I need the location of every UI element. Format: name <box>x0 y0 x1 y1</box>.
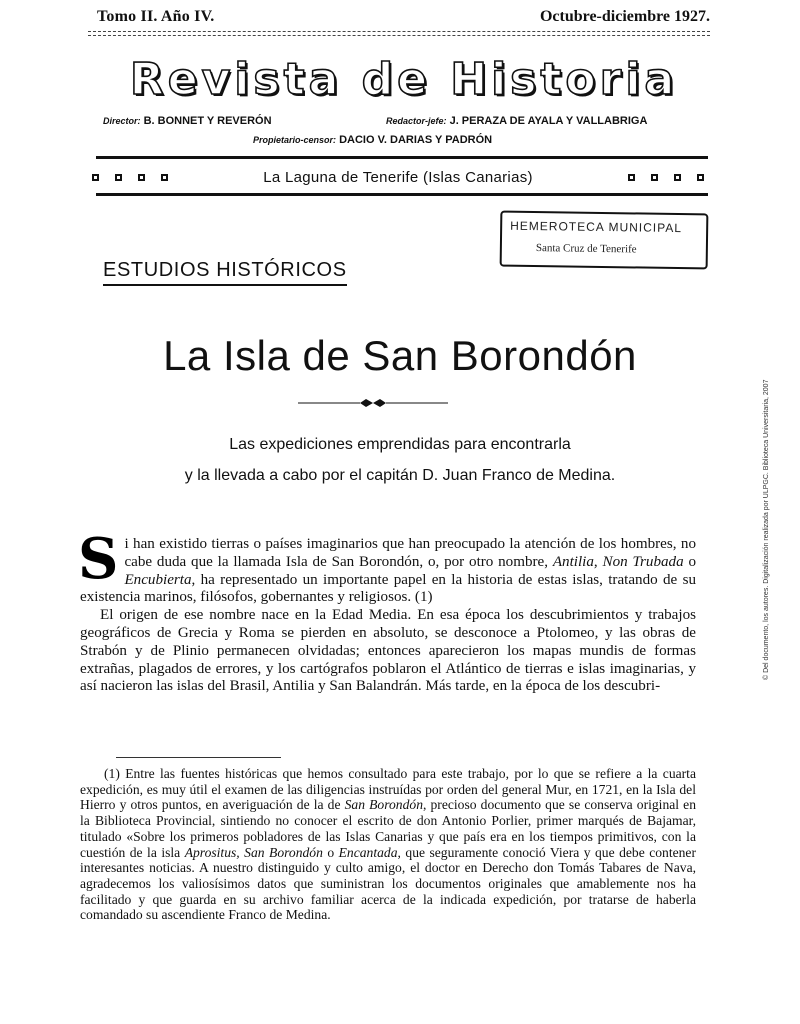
article-body <box>78 526 696 696</box>
library-stamp <box>500 211 709 270</box>
fn-text-b: , precioso documento que se conserva original en la Biblioteca Provincial, sintiendo no conocer el escrito de don Antonio Porlier, primer marqués de Bajamar, titulado «Sobre los primeros pobladores de las Islas Canarias y que país era en los tiempos primitivos, con la cuestión de la isla <box>80 797 696 860</box>
owner-name: DACIO V. DARIAS Y PADRÓN <box>339 134 493 146</box>
stamp-line-1: HEMEROTECA MUNICIPAL <box>510 218 683 236</box>
paragraph-1 <box>78 526 696 607</box>
article-subtitle-1: Las expediciones emprendidas para encontrarla <box>229 436 571 453</box>
header-rule-top <box>88 31 710 32</box>
p1-italic-encubierta: Encubierta <box>124 571 192 588</box>
fn-text-d: , que seguramente conoció Viera y que debe contener interesantes noticias. A nuestro distinguido y culto amigo, el doctor en Derecho don Tomás Tabares de Nava, agradecemos los valiosísimos datos que suministran los documentos originales que amablemente nos ha facilitado y que guarda en su archivo familiar acerca de la indicada expedición, por tratarse de haberla comandado su ascendiente Franco de Medina. <box>80 844 696 923</box>
paragraph-2: El origen de ese nombre nace en la Edad Media. En esa época los descubrimientos y trabajos geográficos de Grecia y Roma se pierden en absoluto, se desconoce a Ptolomeo, y las obras de Strabón y de Plinio permanecen olvidadas; entonces aparecieron los mapas mundis de formas extrañas, plagados de errores, y los cartógrafos poblaron el Atlántico de tierras e islas imaginarias, y así nacieron las islas del Brasil, Antilia y San Balandrán. Más tarde, en la época de los descubri- <box>80 607 696 695</box>
p1-text-a: i han existido tierras o países imaginarios que han preocupado la atención de los hombres, no cabe duda que la llamada Isla de San Borondón, o, por otro nombre, <box>124 536 696 570</box>
footnote-separator <box>116 757 281 758</box>
footnote <box>80 766 696 923</box>
digitization-note: © Del documento, los autores. Digitalización realizada por ULPGC. Biblioteca Universitaria, 2007 <box>763 379 770 680</box>
p1-text-b: , <box>593 553 603 570</box>
fn-italic-encantada: Encantada <box>338 844 398 860</box>
fn-italic-aprositus: Aprositus, San Borondón <box>184 844 323 860</box>
editor-name: J. PERAZA DE AYALA Y VALLABRIGA <box>449 115 648 127</box>
p1-text-c: o <box>683 553 696 570</box>
owner-credit <box>253 134 492 146</box>
header-rule-bottom <box>88 35 710 36</box>
p1-text-d: , ha representado un importante papel en la historia de estas islas, tratando de su existencia marinos, filósofos, gobernantes y religiosos. (1) <box>80 571 696 606</box>
drop-cap: S <box>78 526 119 592</box>
masthead-rule-lower <box>96 193 708 196</box>
masthead-rule-upper <box>96 156 708 159</box>
journal-title: Revista de Historia <box>129 54 679 105</box>
director-name: B. BONNET Y REVERÓN <box>143 115 272 127</box>
ornament-square <box>651 174 658 181</box>
fn-italic-san-borondon: San Borondón <box>344 797 423 813</box>
section-heading: ESTUDIOS HISTÓRICOS <box>103 259 347 286</box>
editor-label: Redactor-jefe: <box>386 116 447 126</box>
ornament-square <box>674 174 681 181</box>
p1-italic-antilia: Antilia <box>552 553 594 570</box>
p1-italic-non-trubada: Non Trubada <box>602 553 684 570</box>
ornament-square <box>628 174 635 181</box>
volume-label: Tomo II. Año IV. <box>97 8 215 25</box>
title-ornament <box>298 396 448 410</box>
issue-date: Octubre-diciembre 1927. <box>539 8 710 25</box>
location-text: La Laguna de Tenerife (Islas Canarias) <box>263 168 533 186</box>
editor-credit <box>386 115 647 127</box>
ornament-square <box>92 174 99 181</box>
ornament-square <box>115 174 122 181</box>
stamp-line-2: Santa Cruz de Tenerife <box>535 242 637 256</box>
fn-text-a: (1) Entre las fuentes históricas que hemos consultado para este trabajo, por lo que se refiere a la cuarta expedición, es muy útil el examen de las diligencias instruídas por orden del general Mur, en 1721, en la Isla del Hierro y otros puntos, en averiguación de la de <box>80 766 696 813</box>
ornament-square <box>138 174 145 181</box>
article-title: La Isla de San Borondón <box>163 332 637 379</box>
director-credit <box>103 115 272 127</box>
ornament-square <box>161 174 168 181</box>
fn-text-c: o <box>322 844 339 860</box>
ornament-square <box>697 174 704 181</box>
article-subtitle-2: y la llevada a cabo por el capitán D. Juan Franco de Medina. <box>184 467 616 484</box>
owner-label: Propietario-censor: <box>253 135 337 145</box>
footnote-paragraph <box>80 766 696 923</box>
ornament-squares-left <box>88 174 172 181</box>
location-bar <box>88 165 708 189</box>
director-label: Director: <box>103 116 141 126</box>
ornament-squares-right <box>624 174 708 181</box>
